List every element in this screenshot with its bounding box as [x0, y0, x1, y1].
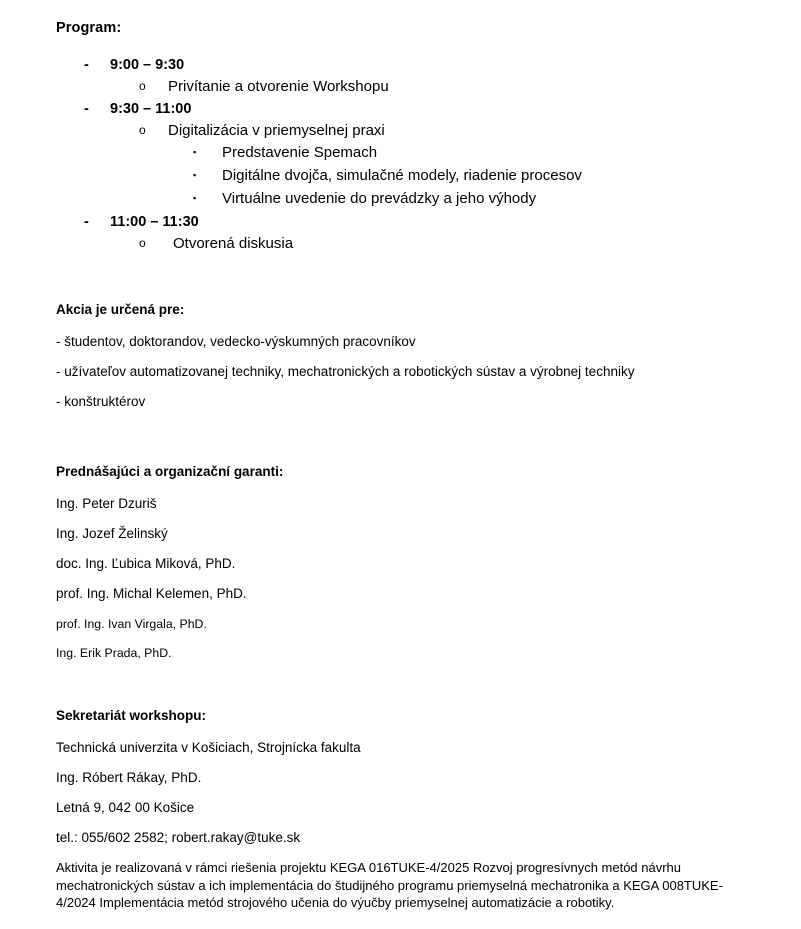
dash-bullet-icon: - — [84, 57, 89, 73]
lecturer-name: doc. Ing. Ľubica Miková, PhD. — [56, 556, 236, 571]
square-bullet-icon: ▪ — [193, 170, 197, 180]
lecturer-name: Ing. Peter Dzuriš — [56, 496, 157, 511]
program-topic-label: Digitálne dvojča, simulačné modely, riadenie procesov — [222, 167, 582, 184]
program-session-label: Digitalizácia v priemyselnej praxi — [168, 122, 385, 139]
program-time-label: 11:00 – 11:30 — [110, 214, 199, 230]
circle-bullet-icon: o — [139, 236, 146, 250]
section-spacer — [56, 423, 745, 463]
program-list — [56, 54, 745, 255]
secretariat-line: Ing. Róbert Rákay, PhD. — [56, 770, 202, 785]
secretariat-contact-line: tel.: 055/602 2582; robert.rakay@tuke.sk — [56, 830, 301, 845]
lecturer-name: prof. Ing. Ivan Virgala, PhD. — [56, 617, 207, 631]
program-time-row — [56, 98, 745, 120]
square-bullet-icon: ▪ — [193, 147, 197, 157]
section-spacer — [56, 673, 745, 707]
audience-line: - študentov, doktorandov, vedecko-výskumných pracovníkov — [56, 334, 416, 349]
circle-bullet-icon: o — [139, 123, 146, 137]
lecturer-name: prof. Ing. Michal Kelemen, PhD. — [56, 586, 247, 601]
funding-note: Aktivita je realizovaná v rámci riešenia projektu KEGA 016TUKE-4/2025 Rozvoj progresívnych metód návrhu mechatronických sústav a ich implementácia do študijného programu priemyselná mechatronika a KEGA 008TUKE-4/2024 Implementácia metód strojového učenia do výučby priemyselnej automatizácie a robotiky. — [56, 860, 723, 910]
secretariat-heading: Sekretariát workshopu: — [56, 708, 207, 723]
program-session-row — [56, 120, 745, 142]
dash-bullet-icon: - — [84, 101, 89, 117]
program-topic-label: Predstavenie Spemach — [222, 144, 378, 161]
program-session-row — [56, 76, 745, 98]
audience-line: - užívateľov automatizovanej techniky, mechatronických a robotických sústav a výrobnej techniky — [56, 364, 635, 379]
program-session-row — [56, 233, 745, 255]
program-time-row — [56, 211, 745, 233]
secretariat-section — [56, 707, 745, 847]
program-topic-label: Virtuálne uvedenie do prevádzky a jeho výhody — [222, 190, 537, 207]
program-session-label: Privítanie a otvorenie Workshopu — [168, 78, 389, 95]
lecturers-heading: Prednášajúci a organizační garanti: — [56, 464, 284, 479]
audience-line: - konštruktérov — [56, 394, 146, 409]
circle-bullet-icon: o — [139, 79, 146, 93]
program-topic-row — [56, 165, 745, 188]
program-time-row — [56, 54, 745, 76]
square-bullet-icon: ▪ — [193, 193, 197, 203]
program-session-label: Otvorená diskusia — [173, 235, 294, 252]
secretariat-line: Technická univerzita v Košiciach, Strojnícka fakulta — [56, 740, 361, 755]
program-heading: Program: — [56, 20, 122, 36]
audience-section — [56, 301, 745, 411]
lecturer-name: Ing. Erik Prada, PhD. — [56, 646, 172, 660]
program-time-label: 9:00 – 9:30 — [110, 57, 185, 73]
program-time-label: 9:30 – 11:00 — [110, 101, 192, 117]
lecturers-section — [56, 463, 745, 662]
program-topic-row — [56, 142, 745, 165]
program-topic-row — [56, 188, 745, 211]
lecturer-name: Ing. Jozef Želinský — [56, 526, 168, 541]
dash-bullet-icon: - — [84, 214, 89, 230]
section-spacer — [56, 255, 745, 301]
audience-heading: Akcia je určená pre: — [56, 302, 185, 317]
secretariat-line: Letná 9, 042 00 Košice — [56, 800, 195, 815]
